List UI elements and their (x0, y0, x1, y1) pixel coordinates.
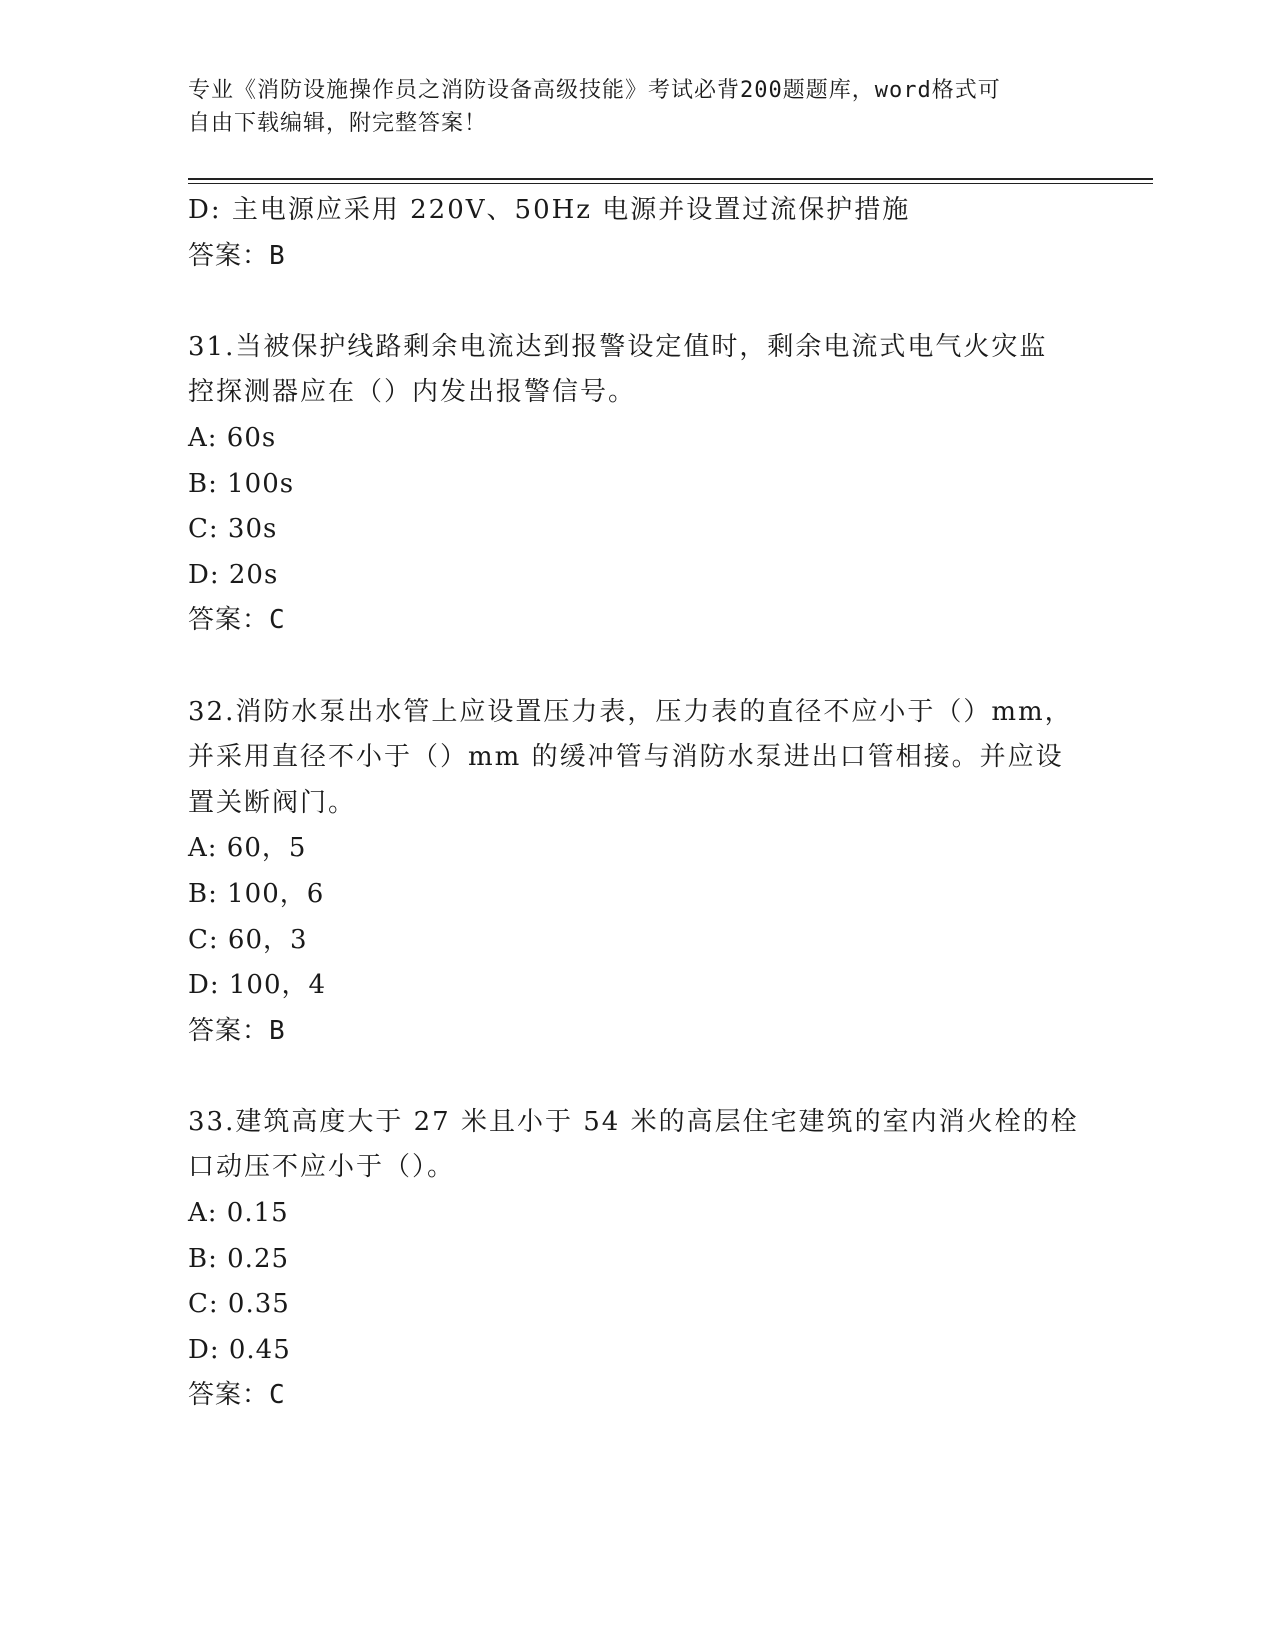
header-line-2: 自由下载编辑，附完整答案！ (188, 111, 488, 136)
question-32-stem-line-1: 32.消防水泵出水管上应设置压力表，压力表的直径不应小于（）mm， (188, 696, 1073, 727)
spacer (188, 279, 1088, 325)
question-32-option-c: C: 60，3 (188, 924, 308, 955)
question-31-stem-line-1: 31.当被保护线路剩余电流达到报警设定值时，剩余电流式电气火灾监 (188, 331, 1048, 362)
question-32-option-a: A: 60，5 (188, 833, 307, 864)
question-33 (188, 1100, 1088, 1419)
carryover-option-d: D: 主电源应采用 220V、50Hz 电源并设置过流保护措施 (188, 195, 911, 225)
question-33-option-b: B: 0.25 (188, 1243, 290, 1274)
header-line-1: 专业《消防设施操作员之消防设备高级技能》考试必背200题题库，word格式可 (188, 78, 1001, 103)
spacer (188, 644, 1088, 690)
question-33-option-d: D: 0.45 (188, 1334, 291, 1365)
question-33-stem-line-1: 33.建筑高度大于 27 米且小于 54 米的高层住宅建筑的室内消火栓的栓 (188, 1106, 1079, 1137)
question-31-option-a: A: 60s (188, 422, 277, 453)
carryover-answer: 答案：B (188, 240, 286, 271)
question-32-option-d: D: 100，4 (188, 970, 327, 1001)
question-31-option-b: B: 100s (188, 468, 295, 499)
header-rule-bottom (188, 183, 1153, 184)
question-33-stem-line-2: 口动压不应小于（）。 (188, 1152, 456, 1183)
question-32-stem-line-3: 置关断阀门。 (188, 787, 357, 818)
question-31-answer: 答案：C (188, 605, 286, 636)
question-32-answer: 答案：B (188, 1015, 286, 1046)
question-33-option-a: A: 0.15 (188, 1198, 289, 1229)
header-rule-top (188, 178, 1153, 180)
question-31-stem-line-2: 控探测器应在（）内发出报警信号。 (188, 377, 637, 408)
question-31-option-d: D: 20s (188, 559, 279, 590)
question-list (188, 188, 1088, 1419)
question-32-stem-line-2: 并采用直径不小于（）mm 的缓冲管与消防水泵进出口管相接。并应设 (188, 742, 1064, 773)
question-31 (188, 325, 1088, 644)
question-32-option-b: B: 100，6 (188, 878, 325, 909)
question-31-option-c: C: 30s (188, 514, 278, 545)
document-header (188, 74, 1068, 140)
question-33-option-c: C: 0.35 (188, 1289, 290, 1320)
spacer (188, 1054, 1088, 1100)
question-33-answer: 答案：C (188, 1380, 286, 1411)
question-32 (188, 690, 1088, 1055)
